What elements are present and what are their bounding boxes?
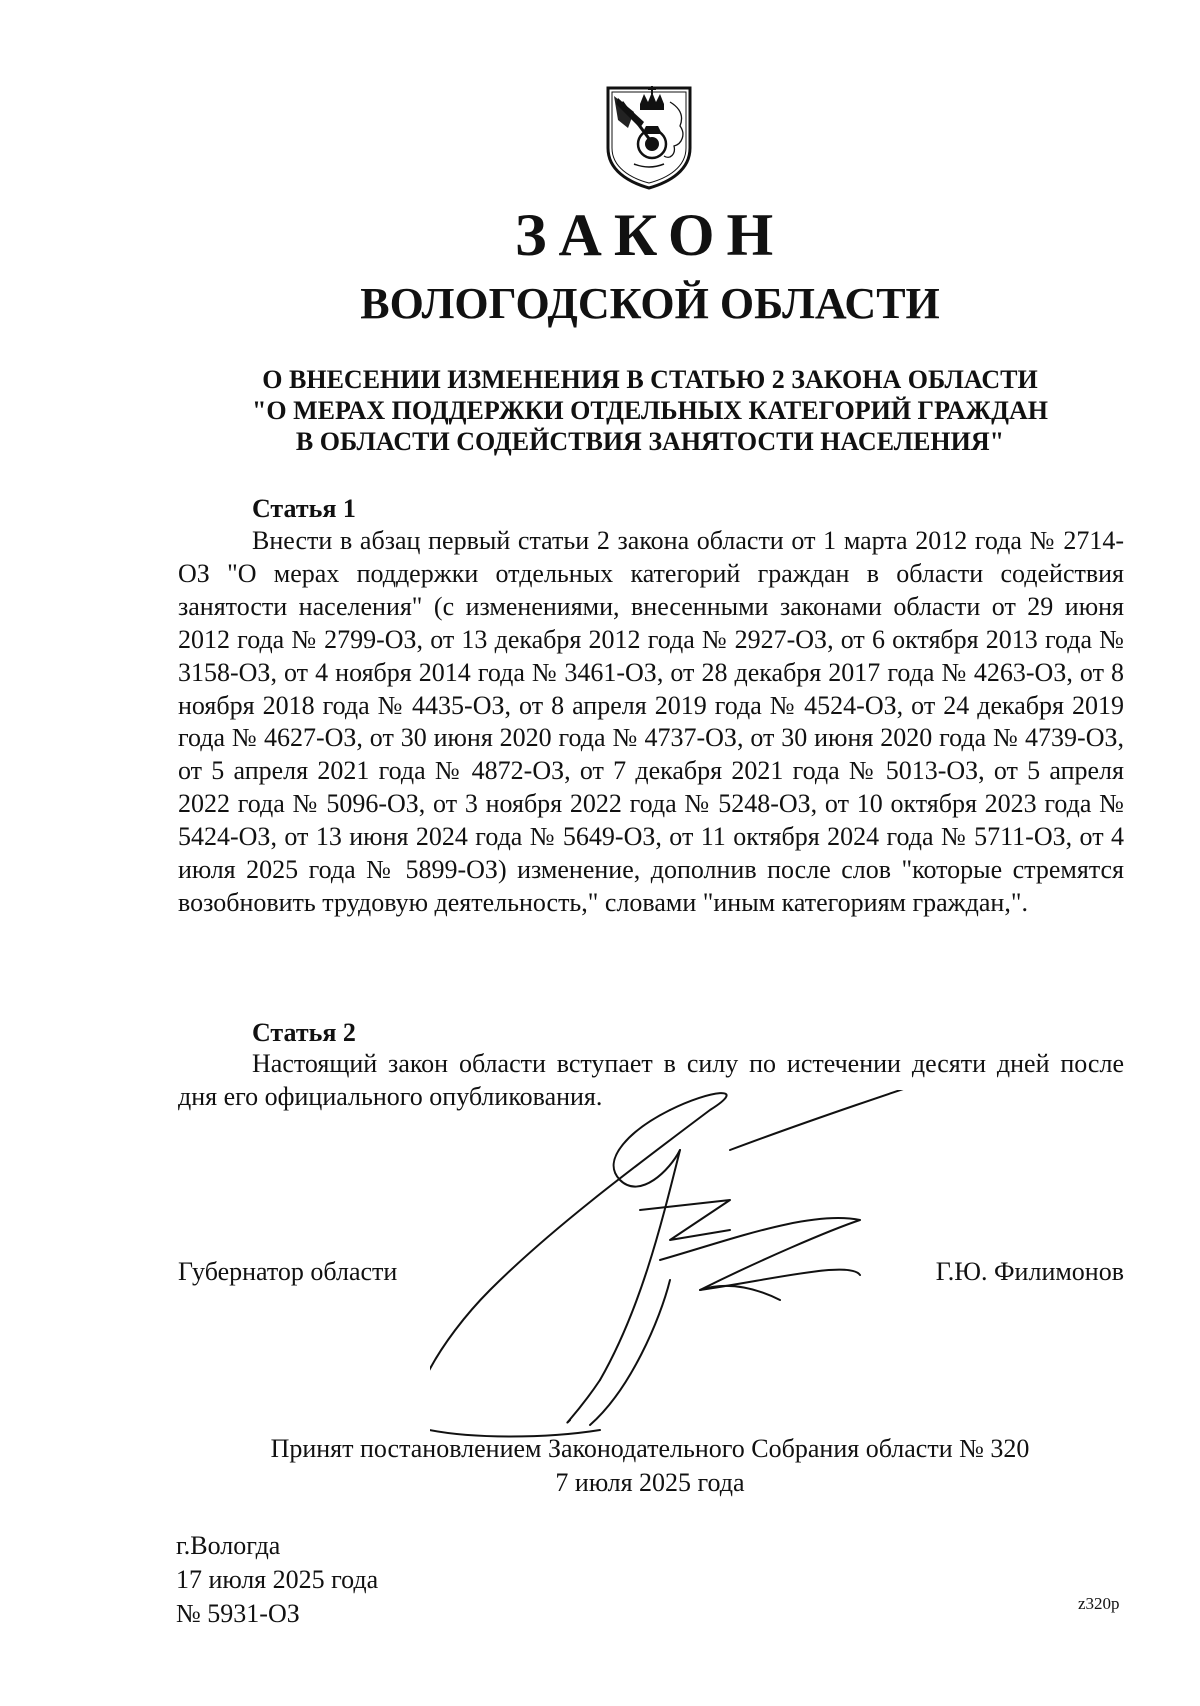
adoption-line: Принят постановлением Законодательного Собрания области № 320 xyxy=(270,1434,1030,1463)
law-number: № 5931-ОЗ xyxy=(176,1599,300,1628)
document-type-title: ЗАКОН xyxy=(514,202,786,268)
adoption-date: 7 июля 2025 года xyxy=(555,1468,745,1497)
article-2-heading: Статья 2 xyxy=(252,1018,356,1047)
law-title-line: В ОБЛАСТИ СОДЕЙСТВИЯ ЗАНЯТОСТИ НАСЕЛЕНИЯ" xyxy=(295,427,1005,456)
region-title: ВОЛОГОДСКОЙ ОБЛАСТИ xyxy=(360,279,940,328)
document-code: z320р xyxy=(1078,1594,1120,1613)
signatory-name: Г.Ю. Филимонов xyxy=(935,1257,1124,1286)
law-title-line: "О МЕРАХ ПОДДЕРЖКИ ОТДЕЛЬНЫХ КАТЕГОРИЙ ГРАЖДАН xyxy=(251,396,1049,425)
article-1-text: Внести в абзац первый статьи 2 закона области от 1 марта 2012 года № 2714-ОЗ "О мерах поддержки отдельных категорий граждан в области содействия занятости населения" (с изменениями, внесенными законами области от 29 июня 2012 года № 2799-ОЗ, от 13 декабря 2012 года № 2927-ОЗ, от 6 октября 2013 года № 3158-ОЗ, от 4 ноября 2014 года № 3461-ОЗ, от 28 декабря 2017 года № 4263-ОЗ, от 8 ноября 2018 года № 4435-ОЗ, от 8 апреля 2019 года № 4524-ОЗ, от 24 декабря 2019 года № 4627-ОЗ, от 30 июня 2020 года № 4737-ОЗ, от 30 июня 2020 года № 4739-ОЗ, от 5 апреля 2021 года № 4872-ОЗ, от 7 декабря 2021 года № 5013-ОЗ, от 5 апреля 2022 года № 5096-ОЗ, от 3 ноября 2022 года № 5248-ОЗ, от 10 октября 2023 года № 5424-ОЗ, от 13 июня 2024 года № 5649-ОЗ, от 11 октября 2024 года № 5711-ОЗ, от 4 июля 2025 года № 5899-ОЗ) изменение, дополнив после слов "которые стремятся возобновить трудовую деятельность," словами "иным категориям граждан,". xyxy=(178,526,1124,917)
adoption-note xyxy=(150,1432,1150,1500)
article-2-text: Настоящий закон области вступает в силу по истечении десяти дней после дня его официального опубликования. xyxy=(178,1049,1124,1111)
article-1-heading: Статья 1 xyxy=(252,494,356,523)
city: г.Вологда xyxy=(176,1531,281,1560)
vologda-coat-of-arms-icon xyxy=(604,82,694,190)
signatory-position: Губернатор области xyxy=(178,1257,398,1286)
signing-date: 17 июля 2025 года xyxy=(176,1565,379,1594)
law-title-line: О ВНЕСЕНИИ ИЗМЕНЕНИЯ В СТАТЬЮ 2 ЗАКОНА ОБЛАСТИ xyxy=(262,365,1038,394)
place-date-number xyxy=(176,1529,378,1631)
law-title xyxy=(160,364,1140,457)
